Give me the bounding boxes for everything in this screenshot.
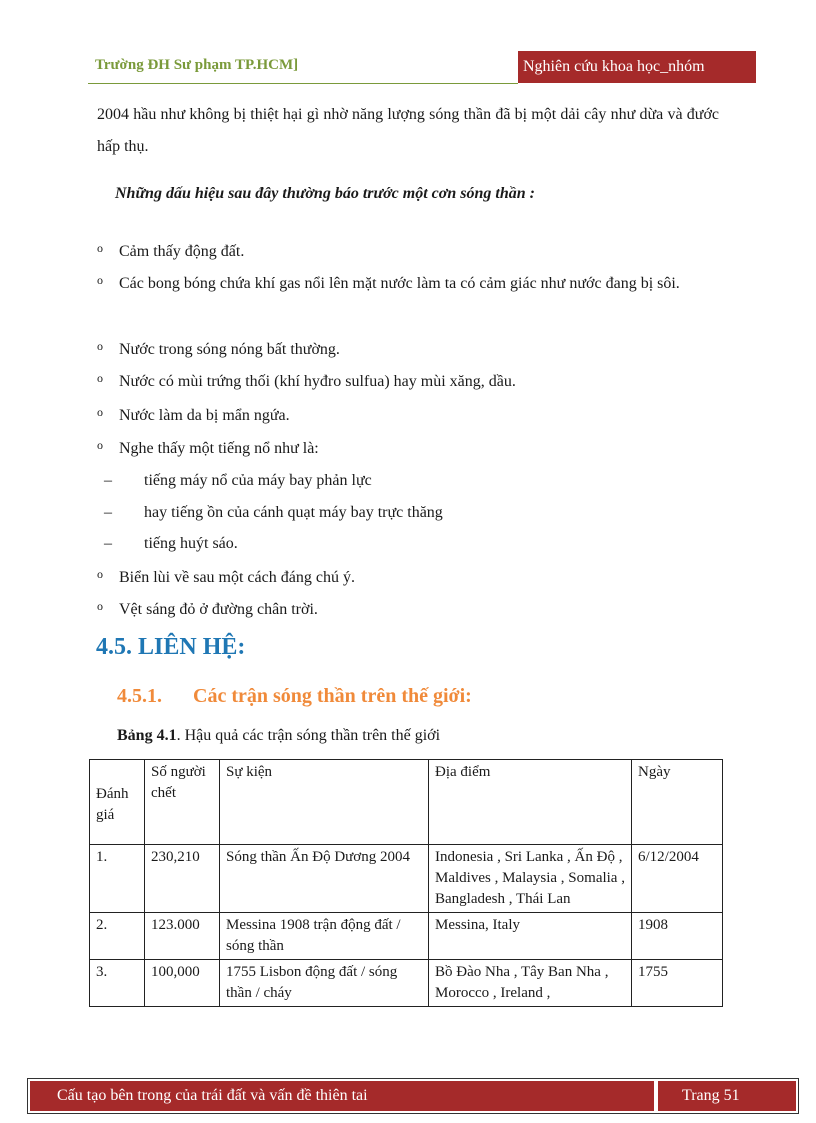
- header-school-name: Trường ĐH Sư phạm TP.HCM]: [95, 57, 299, 73]
- cell-deaths: 100,000: [145, 960, 220, 1007]
- header-deaths: Số người chết: [145, 760, 220, 845]
- signs-heading: Những dấu hiệu sau đây thường báo trước một cơn sóng thần :: [115, 185, 535, 202]
- tsunami-table: [89, 759, 723, 1007]
- cell-place: Indonesia , Sri Lanka , Ấn Độ , Maldives , Malaysia , Somalia , Bangladesh , Thái Lan: [429, 845, 632, 913]
- subsection-title: Các trận sóng thần trên thế giới:: [193, 685, 472, 707]
- section-heading: 4.5. LIÊN HỆ:: [96, 634, 246, 660]
- cell-event: Messina 1908 trận động đất / sóng thần: [220, 913, 429, 960]
- intro-paragraph: 2004 hầu như không bị thiệt hại gì nhờ năng lượng sóng thần đã bị một dải cây như dừa và đước hấp thụ.: [97, 106, 719, 155]
- bullet-item: o Nước làm da bị mẩn ngứa.: [97, 400, 719, 432]
- cell-date: 1755: [632, 960, 723, 1007]
- cell-rank: 3.: [90, 960, 145, 1007]
- bullet-item: o Nước trong sóng nóng bất thường.: [97, 334, 719, 366]
- bullet-marker: o: [97, 599, 103, 613]
- cell-place: Messina, Italy: [429, 913, 632, 960]
- header-place: Địa điểm: [429, 760, 632, 845]
- table-row: [90, 845, 723, 913]
- header-divider: [88, 83, 518, 84]
- cell-place: Bồ Đào Nha , Tây Ban Nha , Morocco , Ireland ,: [429, 960, 632, 1007]
- cell-event: Sóng thần Ấn Độ Dương 2004: [220, 845, 429, 913]
- dash-marker: –: [104, 472, 112, 489]
- header-research-label: Nghiên cứu khoa học_nhóm: [518, 51, 756, 83]
- dash-item: – hay tiếng ồn của cánh quạt máy bay trực thăng: [104, 497, 443, 529]
- bullet-item: o Cảm thấy động đất.: [97, 236, 719, 268]
- header-rank: Đánh giá: [90, 760, 145, 845]
- bullet-marker: o: [97, 241, 103, 255]
- cell-event: 1755 Lisbon động đất / sóng thần / cháy: [220, 960, 429, 1007]
- footer-title: Cấu tạo bên trong của trái đất và vấn đề thiên tai: [30, 1081, 654, 1111]
- bullet-marker: o: [97, 567, 103, 581]
- table-caption: [117, 727, 440, 745]
- cell-rank: 2.: [90, 913, 145, 960]
- bullet-marker: o: [97, 405, 103, 419]
- table-caption-text: . Hậu quả các trận sóng thần trên thế giới: [176, 727, 441, 744]
- cell-deaths: 230,210: [145, 845, 220, 913]
- table-caption-label: Bảng 4.1: [117, 727, 177, 744]
- bullet-item: o Biển lùi về sau một cách đáng chú ý.: [97, 562, 719, 594]
- cell-date: 1908: [632, 913, 723, 960]
- table-header-row: [90, 760, 723, 845]
- bullet-item: o Các bong bóng chứa khí gas nổi lên mặt nước làm ta có cảm giác như nước đang bị sôi.: [97, 268, 719, 300]
- dash-marker: –: [104, 504, 112, 521]
- bullet-marker: o: [97, 438, 103, 452]
- bullet-marker: o: [97, 371, 103, 385]
- header-date: Ngày: [632, 760, 723, 845]
- table-row: [90, 913, 723, 960]
- bullet-marker: o: [97, 339, 103, 353]
- bullet-item: o Nghe thấy một tiếng nổ như là:: [97, 433, 719, 465]
- header-event: Sự kiện: [220, 760, 429, 845]
- dash-item: – tiếng máy nổ của máy bay phản lực: [104, 465, 372, 497]
- page-number: Trang 51: [658, 1081, 796, 1111]
- bullet-item: o Nước có mùi trứng thối (khí hyđro sulfua) hay mùi xăng, dầu.: [97, 366, 719, 398]
- cell-rank: 1.: [90, 845, 145, 913]
- dash-item: – tiếng huýt sáo.: [104, 528, 238, 560]
- subsection-number: 4.5.1.: [117, 685, 162, 707]
- bullet-item: o Vệt sáng đỏ ở đường chân trời.: [97, 594, 719, 626]
- dash-marker: –: [104, 535, 112, 552]
- cell-deaths: 123.000: [145, 913, 220, 960]
- subsection-heading: [117, 685, 472, 708]
- bullet-marker: o: [97, 273, 103, 287]
- table-row: [90, 960, 723, 1007]
- cell-date: 6/12/2004: [632, 845, 723, 913]
